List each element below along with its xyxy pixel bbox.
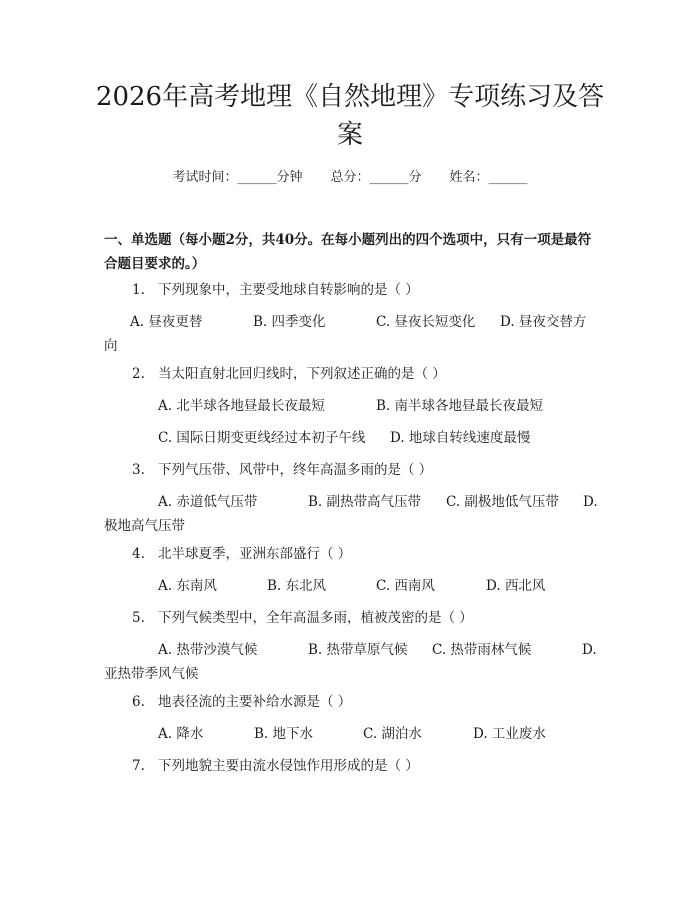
question-2: [104, 363, 598, 385]
question-number: 7.: [132, 758, 145, 774]
question-number: 5.: [132, 610, 145, 626]
option-b: B. 南半球各地昼最长夜最短: [376, 398, 544, 414]
question-number: 2.: [132, 366, 145, 382]
question-2-options-row-2: [104, 426, 598, 450]
option-a: A. 热带沙漠气候: [158, 642, 258, 658]
option-d: D. 西北风: [486, 578, 546, 594]
total-score-field: 总分：______分: [330, 170, 422, 185]
option-b: B. 地下水: [254, 726, 314, 742]
exam-meta: [0, 168, 700, 188]
option-d: D. 地球自转线速度最慢: [390, 430, 531, 446]
question-stem: 下列气候类型中，全年高温多雨，植被茂密的是（ ）: [158, 610, 473, 626]
option-a: A. 东南风: [158, 578, 217, 594]
question-5-options: [104, 638, 598, 686]
option-c: C. 昼夜长短变化: [376, 314, 476, 330]
question-6: [104, 691, 598, 713]
option-b: B. 四季变化: [253, 314, 326, 330]
option-b: B. 热带草原气候: [308, 642, 408, 658]
question-5: [104, 607, 598, 629]
question-1-options: [104, 310, 598, 358]
option-d: D. 亚热带季风气候: [104, 642, 597, 682]
option-d: D. 工业废水: [473, 726, 546, 742]
option-c: C. 西南风: [376, 578, 435, 594]
question-1: [104, 279, 598, 301]
section-heading: 一、单选题（每小题2分，共40分。在每小题列出的四个选项中，只有一项是最符合题目要求的。）: [104, 232, 592, 272]
question-2-options-row-1: [104, 394, 598, 418]
option-a: A. 北半球各地昼最长夜最短: [158, 398, 325, 414]
option-c: C. 热带雨林气候: [432, 642, 532, 658]
option-a: A. 降水: [158, 726, 204, 742]
question-number: 1.: [132, 282, 145, 298]
question-stem: 下列现象中，主要受地球自转影响的是（ ）: [158, 282, 419, 298]
option-c: C. 国际日期变更线经过本初子午线: [158, 430, 366, 446]
option-c: C. 湖泊水: [363, 726, 422, 742]
option-a: A. 昼夜更替: [130, 314, 203, 330]
question-stem: 下列气压带、风带中，终年高温多雨的是（ ）: [158, 462, 433, 478]
question-number: 6.: [132, 694, 145, 710]
question-7: [104, 755, 598, 777]
option-b: B. 副热带高气压带: [308, 494, 422, 510]
option-a: A. 赤道低气压带: [158, 494, 258, 510]
question-stem: 地表径流的主要补给水源是（ ）: [158, 694, 352, 710]
question-4: [104, 543, 598, 565]
option-d: D. 极地高气压带: [104, 494, 598, 534]
question-4-options: [104, 574, 598, 598]
question-3-options: [104, 490, 598, 538]
question-6-options: [104, 722, 598, 746]
question-number: 4.: [132, 546, 145, 562]
question-stem: 当太阳直射北回归线时，下列叙述正确的是（ ）: [158, 366, 446, 382]
exam-time-field: 考试时间：______分钟: [172, 170, 303, 185]
question-number: 3.: [132, 462, 145, 478]
option-c: C. 副极地低气压带: [446, 494, 559, 510]
question-stem: 下列地貌主要由流水侵蚀作用形成的是（ ）: [158, 758, 419, 774]
student-name-field: 姓名：______: [449, 170, 528, 185]
option-b: B. 东北风: [267, 578, 327, 594]
option-d: D. 昼夜交替方向: [104, 314, 587, 354]
question-3: [104, 459, 598, 481]
question-stem: 北半球夏季，亚洲东部盛行（ ）: [158, 546, 352, 562]
document-title: 2026年高考地理《自然地理》专项练习及答案: [95, 82, 605, 150]
